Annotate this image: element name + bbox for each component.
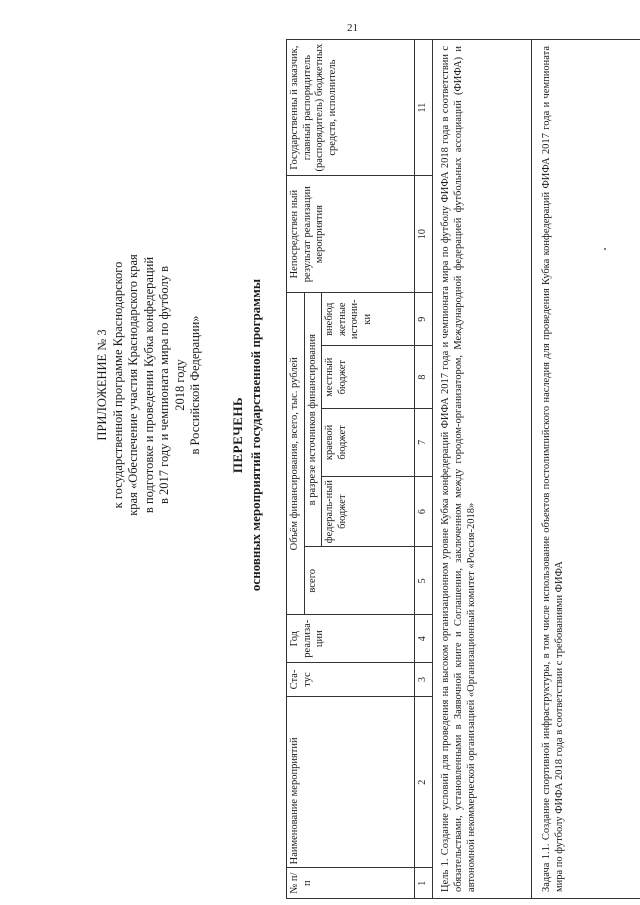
column-number: 2 [415,697,433,868]
appendix-block [95,195,204,575]
appendix-line: в 2017 году и чемпионата мира по футболу в [157,265,171,505]
appendix-title: ПРИЛОЖЕНИЕ № 3 [95,329,109,441]
column-number: 3 [415,663,433,697]
column-number: 11 [415,40,433,176]
appendix-line: в подготовке и проведении Кубка конфедераций [141,256,156,514]
measures-table [286,39,640,899]
column-number: 5 [415,547,433,615]
column-number: 4 [415,615,433,663]
task-row: Задача 1.1. Создание спортивной инфраструктуры, в том числе использование объектов постолимпийского наследия для проведения Кубка конфедераций ФИФА 2017 года и чемпионата мира по футболу ФИФА 2018 года в соответствии с требованиями ФИФА [531,40,640,899]
appendix-line: 2018 году [172,359,187,411]
column-number: 10 [415,176,433,293]
header-result: Непосредствен ный результат реализации мероприятия [287,176,415,293]
header-num: № п/п [287,868,415,899]
header-local: местный бюджет [322,346,415,408]
goal-row: Цель 1. Создание условий для проведения на высоком организационном уровне Кубка конфедераций ФИФА 2017 года и чемпионата мира по футболу ФИФА 2018 года в соответствии с обязательствами, установленными в Заявочной книге и Соглашении, заключенном между городом-организатором, Международной федерацией футбольных ассоциаций (ФИФА) и автономной некоммерческой организацией «Организационный комитет «Россия-2018» [432,40,531,899]
header-total: всего [304,547,415,615]
header-year: Год реализа-ции [287,615,415,663]
header-regional: краевой бюджет [322,408,415,476]
header-funding: Объём финансирования, всего, тыс. рублей [287,293,305,615]
header-customer: Государственны й заказчик, главный распорядитель (распорядитель) бюджетных средств, исполнитель [287,40,415,176]
appendix-line: края «Обеспечение участия Краснодарского края [126,254,140,516]
column-number: 1 [415,868,433,899]
appendix-line: к государственной программе Краснодарского [110,261,125,509]
column-number: 7 [415,408,433,476]
title-block [230,205,264,665]
document-title: ПЕРЕЧЕНЬ [230,396,245,474]
page-number: 21 [347,22,358,34]
header-status: Ста-тус [287,663,415,697]
header-name: Наименование мероприятий [287,697,415,868]
column-number: 8 [415,346,433,408]
column-number: 9 [415,293,433,346]
header-federal: федераль-ный бюджет [322,476,415,546]
appendix-line: в Российской Федерации» [188,315,202,455]
column-number: 6 [415,476,433,546]
document-subtitle: основных мероприятий государственной программы [248,278,263,592]
header-by-source: в разрезе источников финансирования [304,293,322,547]
header-extrabudget: внебюд жетные источни-ки [322,293,415,346]
